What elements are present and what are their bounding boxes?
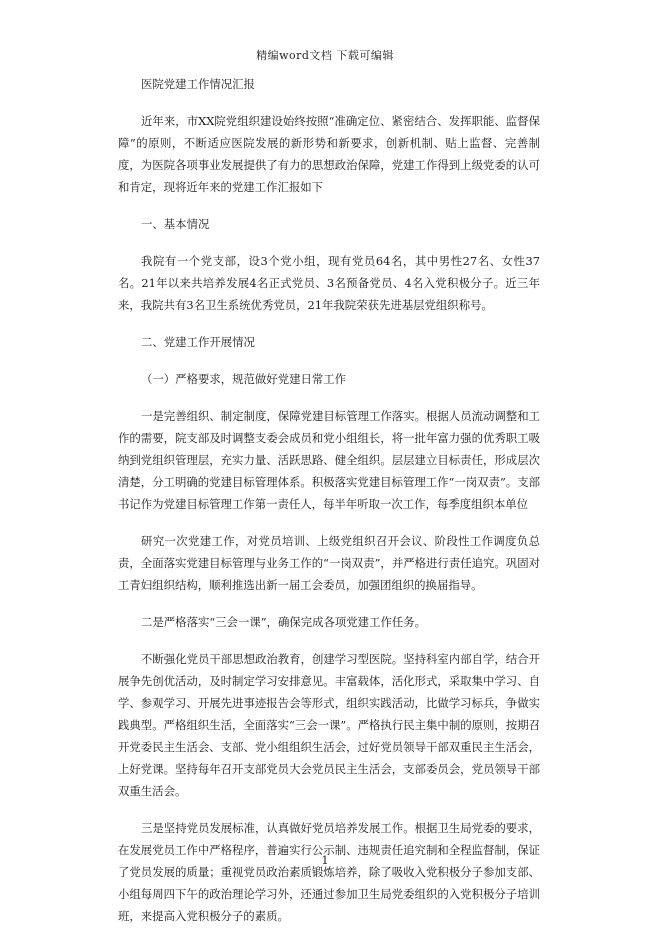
page-number: 1 [321, 854, 329, 867]
subsection-heading-1: （一）严格要求，规范做好党建日常工作 [141, 372, 347, 386]
document-title: 医院党建工作情况汇报 [141, 77, 255, 91]
paragraph-research: 研究一次党建工作，对党员培训、上级党组织召开会议、阶段性工作调度负总责，全面落实党建目标管理与业务工作的“一岗双责”，并严格进行责任追究。巩固对工青妇组织结构，顺利推选出新一届工会委员，加强团组织的换届指导。 [118, 534, 540, 592]
paragraph-three-meetings: 二是严格落实“三会一课”，确保完成各项党建工作任务。 [141, 615, 427, 629]
paragraph-development: 三是坚持党员发展标准，认真做好党员培养发展工作。根据卫生局党委的要求，在发展党员工作中严格程序，普遍实行公示制、违规责任追究制和全程监督制，保证了党员发展的质量；重视党员政治素质锻炼培养，除了吸收入党积极分子参加支部、小组每周四下午的政治理论学习外，还通过参加卫生局党委组织的入党积极分子培训班，来提高入党积极分子的素质。 [118, 821, 540, 923]
paragraph-organization: 一是完善组织、制定制度，保障党建目标管理工作落实。根据人员流动调整和工作的需要，院支部及时调整支委会成员和党小组组长，将一批年富力强的优秀职工吸纳到党组织管理层，充实力量、活跃思路、健全组织。层层建立目标责任，形成层次清楚，分工明确的党建目标管理体系。积极落实党建目标管理工作“一岗双责”。支部书记作为党建目标管理工作第一责任人，每半年听取一次工作，每季度组织本单位 [118, 409, 540, 511]
paragraph-education: 不断强化党员干部思想政治教育，创建学习型医院。坚持科室内部自学，结合开展争先创优活动，及时制定学习安排意见。丰富载体，活化形式，采取集中学习、自学、参观学习、开展先进事迹报告会等形式，组织实践活动，比做学习标兵，争做实践典型。严格组织生活，全面落实“三会一课”。严格执行民主集中制的原则，按期召开党委民主生活会、支部、党小组组织生活会，过好党员领导干部双重民主生活会，上好党课。坚持每年召开支部党员大会党员民主生活会，支部委员会，党员领导干部双重生活会。 [118, 652, 540, 798]
section-heading-basic: 一、基本情况 [141, 217, 210, 231]
page-header: 精编word文档 下载可编辑 [256, 49, 394, 62]
paragraph-intro: 近年来，市XX院党组织建设始终按照“准确定位、紧密结合、发挥职能、监督保障”的原则，不断适应医院发展的新形势和新要求，创新机制、贴上监督、完善制度，为医院各项事业发展提供了有力的思想政治保障，党建工作得到上级党委的认可和肯定，现将近年来的党建工作汇报如下 [118, 114, 540, 194]
paragraph-basic: 我院有一个党支部，设3个党小组，现有党员64名，其中男性27名、女性37名。21年以来共培养发展4名正式党员、3名预备党员、4名入党积极分子。近三年来，我院共有3名卫生系统优秀党员，21年我院荣获先进基层党组织称号。 [118, 254, 540, 312]
document-body [118, 73, 540, 942]
section-heading-work: 二、党建工作开展情况 [141, 335, 255, 349]
